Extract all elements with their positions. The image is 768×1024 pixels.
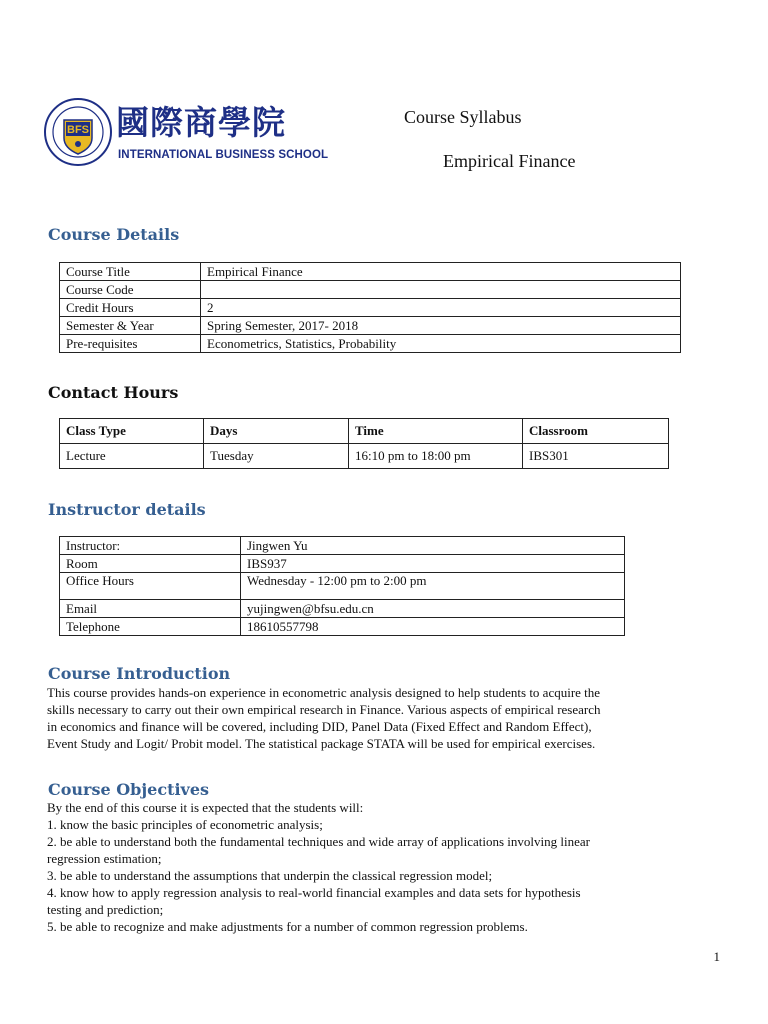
label-cell: Semester & Year [60,317,201,335]
column-header: Classroom [523,419,669,444]
value-cell: Empirical Finance [201,263,681,281]
table-row [60,444,669,469]
table-cell: Tuesday [204,444,349,469]
objective-line: regression estimation; [47,851,162,866]
table-row [60,263,681,281]
contact-hours-table [59,418,669,469]
label-cell: Room [60,555,241,573]
column-header: Days [204,419,349,444]
table-cell: IBS301 [523,444,669,469]
objective-line: By the end of this course it is expected that the students will: [47,800,364,815]
objective-line: 3. be able to understand the assumptions that underpin the classical regression model; [47,868,493,883]
document-title: Course Syllabus [404,107,522,127]
instructor-details-heading: Instructor details [48,500,206,519]
course-introduction-text [47,684,727,752]
value-cell [201,281,681,299]
objective-line: 1. know the basic principles of econometric analysis; [47,817,323,832]
intro-line: This course provides hands-on experience in econometric analysis designed to help students to acquire the [47,685,601,700]
objective-line: testing and prediction; [47,902,164,917]
label-cell: Credit Hours [60,299,201,317]
label-cell: Telephone [60,618,241,636]
objective-line: 2. be able to understand both the fundamental techniques and wide array of applications involving linear [47,834,590,849]
value-cell: Spring Semester, 2017- 2018 [201,317,681,335]
objective-line: 4. know how to apply regression analysis to real-world financial examples and data sets for hypothesis [47,885,581,900]
school-name-chinese: 國際商學院 [116,106,286,142]
course-details-heading: Course Details [48,225,180,244]
table-row [60,555,625,573]
table-row [60,335,681,353]
course-objectives-heading: Course Objectives [48,780,210,799]
column-header: Time [349,419,523,444]
course-details-table [59,262,681,353]
page-number: 1 [713,949,720,964]
value-cell: Econometrics, Statistics, Probability [201,335,681,353]
table-header-row [60,419,669,444]
table-cell: Lecture [60,444,204,469]
instructor-table [59,536,625,636]
objective-line: 5. be able to recognize and make adjustments for a number of common regression problems. [47,919,528,934]
school-name-english: INTERNATIONAL BUSINESS SCHOOL [118,149,329,161]
label-cell: Course Code [60,281,201,299]
intro-line: Event Study and Logit/ Probit model. The statistical package STATA will be used for empirical exercises. [47,736,596,751]
course-name-title: Empirical Finance [443,151,576,171]
label-cell: Office Hours [60,573,241,600]
table-cell: 16:10 pm to 18:00 pm [349,444,523,469]
table-row [60,537,625,555]
label-cell: Instructor: [60,537,241,555]
table-row [60,600,625,618]
label-cell: Email [60,600,241,618]
table-row [60,618,625,636]
table-row [60,317,681,335]
table-row [60,299,681,317]
value-cell: Jingwen Yu [241,537,625,555]
contact-hours-heading: Contact Hours [48,383,179,402]
intro-line: skills necessary to carry out their own empirical research in Finance. Various aspects of empirical research [47,702,601,717]
value-cell: IBS937 [241,555,625,573]
column-header: Class Type [60,419,204,444]
label-cell: Pre-requisites [60,335,201,353]
table-row [60,281,681,299]
value-cell: 2 [201,299,681,317]
course-introduction-heading: Course Introduction [48,664,231,683]
course-objectives-text [47,799,727,935]
label-cell: Course Title [60,263,201,281]
table-row [60,573,625,600]
value-cell: 18610557798 [241,618,625,636]
school-seal-logo [44,98,112,166]
email-link[interactable]: yujingwen@bfsu.edu.cn [241,600,625,618]
intro-line: in economics and finance will be covered, including DID, Panel Data (Fixed Effect and Random Effect), [47,719,592,734]
seal-initials: BFS [67,124,89,136]
value-cell: Wednesday - 12:00 pm to 2:00 pm [241,573,625,600]
